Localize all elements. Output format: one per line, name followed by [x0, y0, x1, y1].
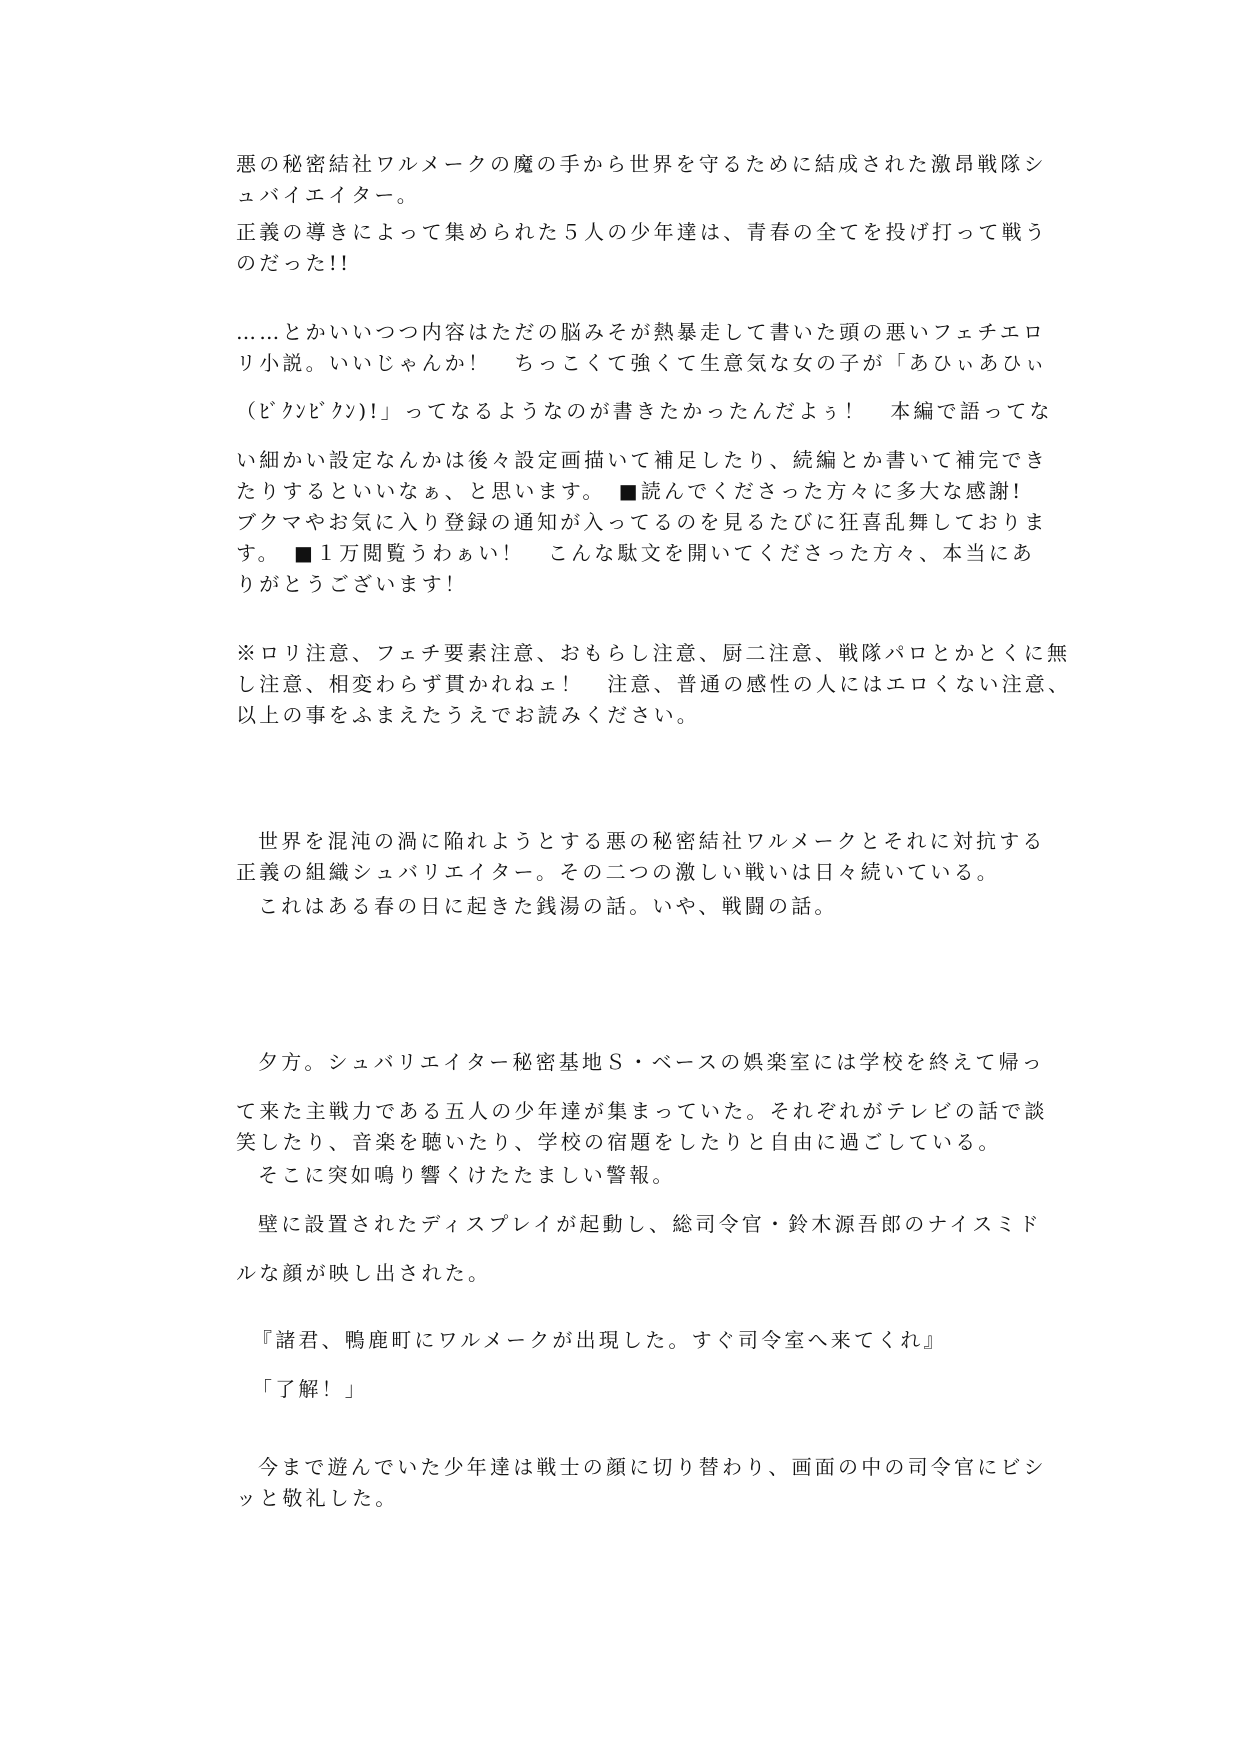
story-intro-line: これはある春の日に起きた銭湯の話。いや、戦闘の話。 — [258, 894, 838, 918]
story-closing-line: ッと敬礼した。 — [236, 1486, 399, 1510]
description-line: 正義の導きによって集められた５人の少年達は、青春の全てを投げ打って戦う — [236, 220, 1048, 244]
story-scene-line: 夕方。シュバリエイター秘密基地Ｓ・ベースの娯楽室には学校を終えて帰っ — [258, 1050, 1045, 1074]
description-line: りがとうございます！ — [236, 572, 468, 596]
description-line: ブクマやお気に入り登録の通知が入ってるのを見るたびに狂喜乱舞しておりま — [236, 510, 1048, 534]
description-line: ュバイエイター。 — [236, 183, 420, 207]
description-line: （ﾋﾞｸﾝﾋﾞｸﾝ)!」ってなるようなのが書きたかったんだよぅ！ 本編で語ってな — [236, 399, 1053, 423]
story-scene-line: ルな顔が映し出された。 — [236, 1261, 492, 1285]
description-line: ……とかいいつつ内容はただの脳みそが熱暴走して書いた頭の悪いフェチエロ — [236, 320, 1047, 344]
commander-quote: 『諸君、鴨鹿町にワルメークが出現した。すぐ司令室へ来てくれ』 — [252, 1328, 947, 1352]
story-scene-line: 笑したり、音楽を聴いたり、学校の宿題をしたりと自由に過ごしている。 — [236, 1130, 1002, 1154]
description-line: のだった!! — [236, 251, 352, 275]
warning-line: ※ロリ注意、フェチ要素注意、おもらし注意、厨二注意、戦隊パロとかとくに無 — [236, 641, 1071, 665]
story-scene-line: て来た主戦力である五人の少年達が集まっていた。それぞれがテレビの話で談 — [236, 1099, 1048, 1123]
description-line: い細かい設定なんかは後々設定画描いて補足したり、続編とか書いて補完でき — [236, 448, 1048, 472]
story-closing-line: 今まで遊んでいた少年達は戦士の顔に切り替わり、画面の中の司令官にビシ — [258, 1455, 1047, 1479]
description-line: す。 ■１万閲覧うわぁい！ こんな駄文を開いてくださった方々、本当にあ — [236, 541, 1036, 565]
story-intro-line: 世界を混沌の渦に陥れようとする悪の秘密結社ワルメークとそれに対抗する — [258, 829, 1046, 853]
description-line: 悪の秘密結社ワルメークの魔の手から世界を守るために結成された激昂戦隊シ — [236, 152, 1047, 176]
warning-line: し注意、相変わらず貫かれねェ！ 注意、普通の感性の人にはエロくない注意、 — [236, 672, 1072, 696]
story-scene-line: 壁に設置されたディスプレイが起動し、総司令官・鈴木源吾郎のナイスミド — [258, 1212, 1042, 1236]
story-intro-line: 正義の組織シュバリエイター。その二つの激しい戦いは日々続いている。 — [236, 860, 1000, 884]
story-scene-line: そこに突如鳴り響くけたたましい警報。 — [258, 1163, 676, 1187]
description-line: リ小説。いいじゃんか！ ちっこくて強くて生意気な女の子が「あひぃあひぃ — [236, 351, 1048, 375]
reply-quote: 「了解！」 — [252, 1377, 368, 1401]
description-line: たりするといいなぁ、と思います。 ■読んでくださった方々に多大な感謝! — [236, 479, 1024, 503]
warning-line: 以上の事をふまえたうえでお読みください。 — [236, 703, 700, 727]
